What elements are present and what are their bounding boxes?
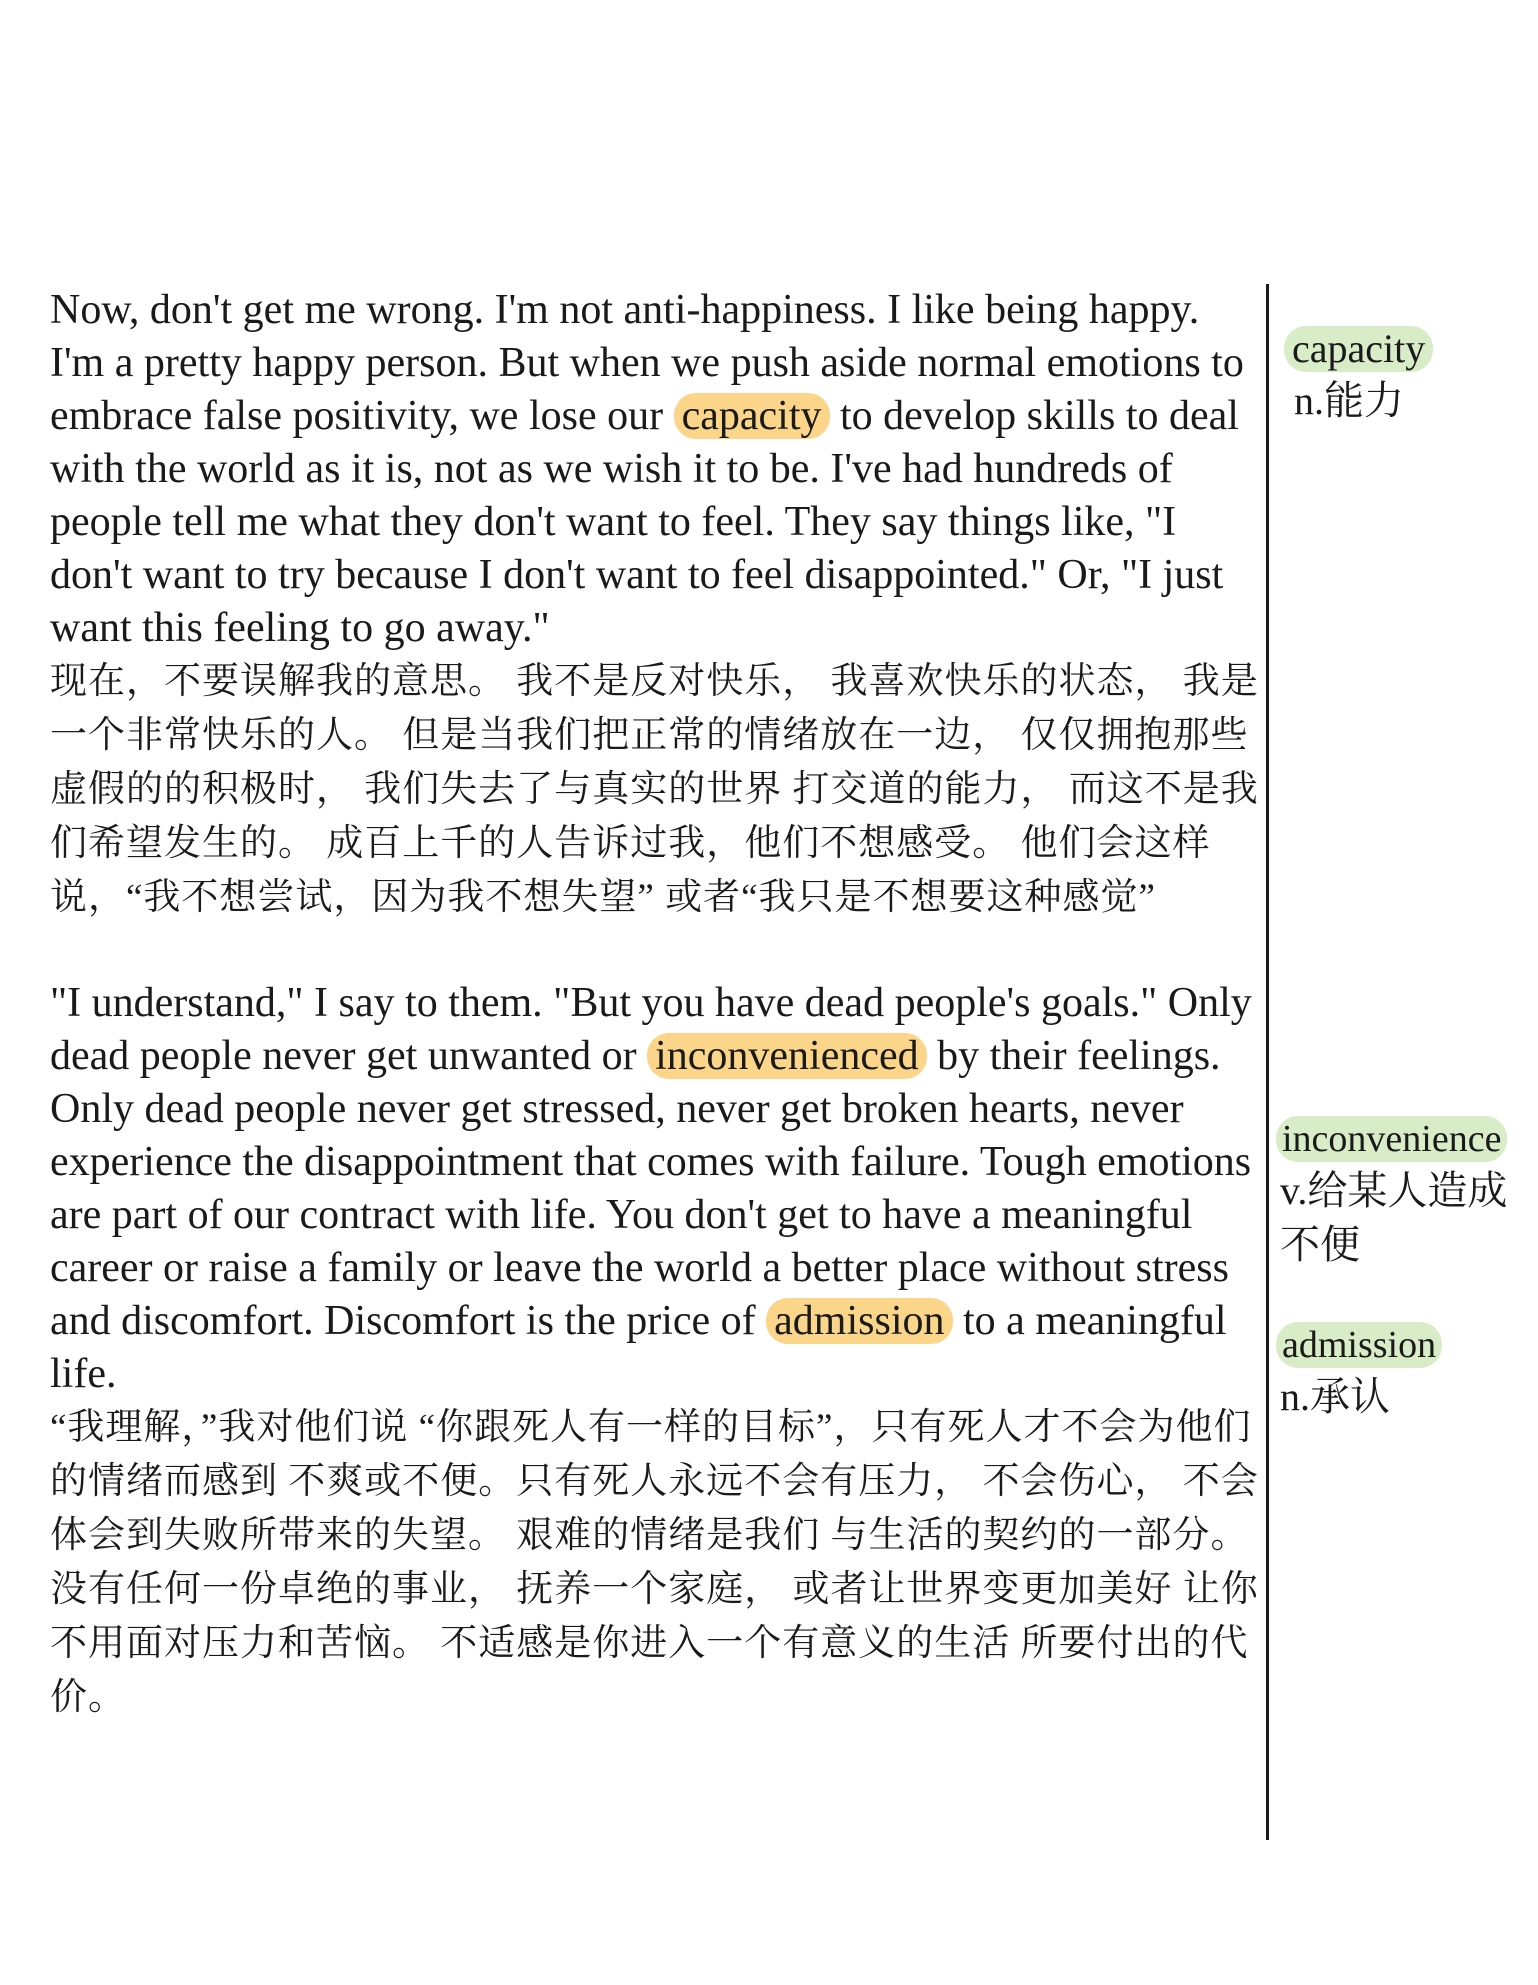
highlighted-word-inconvenienced: inconvenienced	[647, 1033, 927, 1079]
vocabulary-sidebar	[1276, 0, 1538, 1985]
highlighted-word-admission: admission	[766, 1298, 952, 1344]
highlighted-word-capacity: capacity	[674, 393, 830, 439]
vocab-definition: v.给某人造成不便	[1280, 1168, 1508, 1267]
vocab-word: inconvenience	[1276, 1116, 1507, 1162]
vocab-entry-admission	[1276, 1322, 1442, 1424]
vocab-definition: n.能力	[1294, 378, 1404, 423]
vocab-entry-capacity	[1284, 326, 1433, 428]
paragraph-1-english	[50, 284, 1262, 655]
paragraph-2-chinese: “我理解，”我对他们说 “你跟死人有一样的目标”，只有死人才不会为他们的情绪而感到 不爽或不便。只有死人永远不会有压力， 不会伤心， 不会体会到失败所带来的失望。 艰难的情绪是我们 与生活的契约的一部分。 没有任何一份卓绝的事业， 抚养一个家庭， 或者让世界变更加美好 让你不用面对压力和苦恼。 不适感是你进入一个有意义的生活 所要付出的代价。	[50, 1407, 1259, 1718]
paragraph-1-text-before: Now, don't get me wrong. I'm not anti-happiness. I like being happy. I'm a pretty happy person. But when we push aside normal emotions to embrace false positivity, we lose our	[50, 287, 1244, 439]
paragraph-gap	[50, 925, 1262, 977]
vocab-definition: n.承认	[1280, 1374, 1390, 1419]
paragraph-2-english	[50, 977, 1262, 1401]
paragraph-2-text-middle: by their feelings. Only dead people never get stressed, never get broken hearts, never experience the disappointment that comes with failure. Tough emotions are part of our contract with life. You don't get to have a meaningful career or raise a family or leave the world a better place without stress and discomfort. Discomfort is the price of	[50, 1033, 1252, 1344]
vocab-word: admission	[1276, 1322, 1442, 1368]
paragraph-1-chinese: 现在，不要误解我的意思。 我不是反对快乐， 我喜欢快乐的状态， 我是一个非常快乐的人。 但是当我们把正常的情绪放在一边， 仅仅拥抱那些虚假的的积极时， 我们失去了与真实的世界 打交道的能力， 而这不是我们希望发生的。 成百上千的人告诉过我，他们不想感受。 他们会这样说，“我不想尝试，因为我不想失望” 或者“我只是不想要这种感觉”	[50, 661, 1259, 918]
column-divider	[1266, 284, 1269, 1840]
vocab-entry-inconvenience	[1276, 1116, 1520, 1272]
paragraph-2-text-after: to a meaningful life.	[50, 1298, 1227, 1397]
reading-passage	[50, 284, 1262, 1725]
vocab-word: capacity	[1284, 326, 1433, 372]
paragraph-1-text-after: to develop skills to deal with the world as it is, not as we wish it to be. I've had hundreds of people tell me what they don't want to feel. They say things like, "I don't want to try because I don't want to feel disappointed." Or, "I just want this feeling to go away."	[50, 393, 1239, 651]
paragraph-2-text-before: "I understand," I say to them. "But you have dead people's goals." Only dead people never get unwanted or	[50, 980, 1252, 1079]
